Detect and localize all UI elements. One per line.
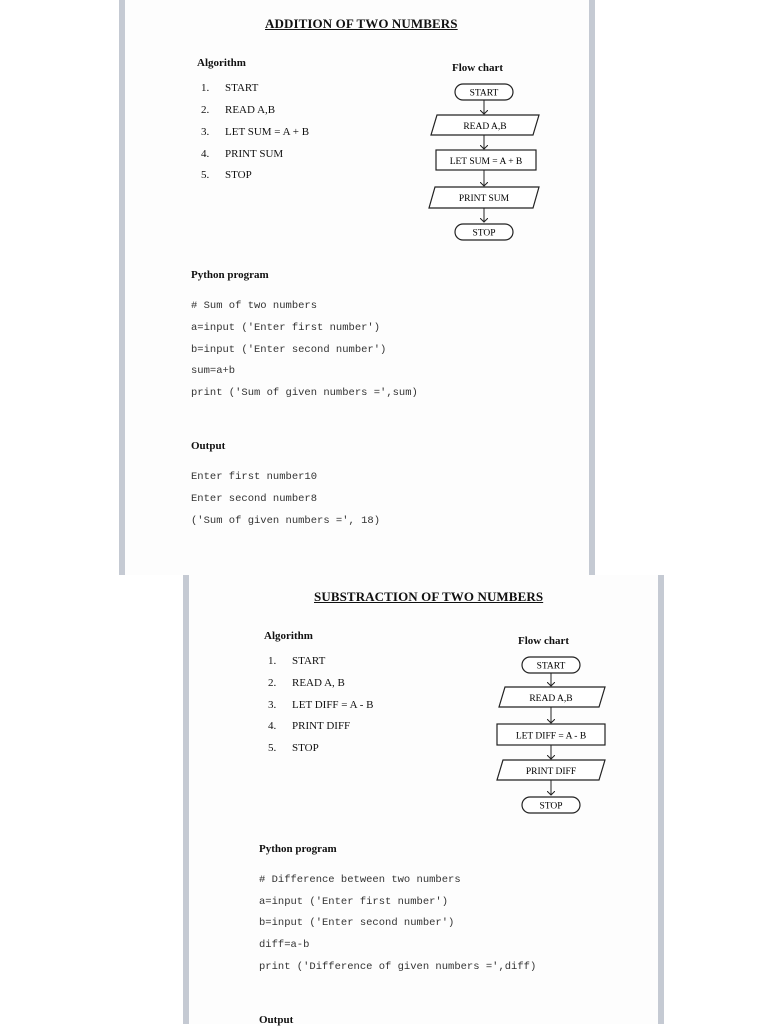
code-line: # Difference between two numbers: [259, 874, 461, 886]
algorithm-step: 5. STOP: [201, 169, 252, 181]
flow-stop-label: STOP: [472, 228, 496, 239]
code-line: b=input ('Enter second number'): [191, 344, 387, 356]
addition-page: [119, 0, 595, 575]
output-line: ('Sum of given numbers =', 18): [191, 515, 381, 527]
flow-stop-label: STOP: [539, 801, 563, 812]
addition-flowchart: [415, 80, 555, 245]
algorithm-heading: Algorithm: [264, 630, 313, 642]
flow-process-label: LET DIFF = A - B: [515, 731, 587, 742]
program-heading: Python program: [191, 269, 269, 281]
flow-start-label: START: [469, 88, 499, 99]
output-heading: Output: [259, 1014, 294, 1026]
output-line: Enter second number8: [191, 493, 318, 505]
algorithm-step: 3. LET DIFF = A - B: [268, 699, 374, 711]
program-heading: Python program: [259, 843, 337, 855]
flowchart-heading: Flow chart: [452, 62, 504, 74]
code-line: diff=a-b: [259, 939, 310, 951]
code-line: # Sum of two numbers: [191, 300, 318, 312]
flow-process-label: LET SUM = A + B: [449, 157, 523, 167]
algorithm-step: 4. PRINT DIFF: [268, 720, 351, 732]
flow-read-label: READ A,B: [463, 122, 507, 132]
output-heading: Output: [191, 440, 226, 452]
flow-start-label: START: [536, 661, 566, 672]
flow-print-label: PRINT SUM: [458, 194, 510, 204]
algorithm-step: 1. START: [201, 82, 259, 94]
algorithm-step: 2. READ A, B: [268, 677, 345, 689]
code-line: a=input ('Enter first number'): [191, 322, 381, 334]
flowchart-heading: Flow chart: [518, 635, 570, 647]
flow-print-label: PRINT DIFF: [525, 767, 577, 777]
code-line: a=input ('Enter first number'): [259, 896, 449, 908]
subtraction-page: [183, 575, 664, 1024]
algorithm-step: 5. STOP: [268, 742, 319, 754]
flow-read-label: READ A,B: [529, 694, 573, 704]
code-line: print ('Difference of given numbers =',diff): [259, 961, 537, 973]
page-title: ADDITION OF TWO NUMBERS: [265, 16, 458, 31]
algorithm-step: 3. LET SUM = A + B: [201, 126, 310, 138]
code-line: b=input ('Enter second number'): [259, 917, 455, 929]
output-line: Enter first number10: [191, 471, 318, 483]
algorithm-step: 2. READ A,B: [201, 104, 276, 116]
algorithm-heading: Algorithm: [197, 57, 246, 69]
subtraction-flowchart: [481, 653, 621, 818]
code-line: sum=a+b: [191, 365, 236, 377]
algorithm-step: 1. START: [268, 655, 326, 667]
page-title: SUBSTRACTION OF TWO NUMBERS: [314, 589, 544, 604]
algorithm-step: 4. PRINT SUM: [201, 148, 284, 160]
code-line: print ('Sum of given numbers =',sum): [191, 387, 418, 399]
